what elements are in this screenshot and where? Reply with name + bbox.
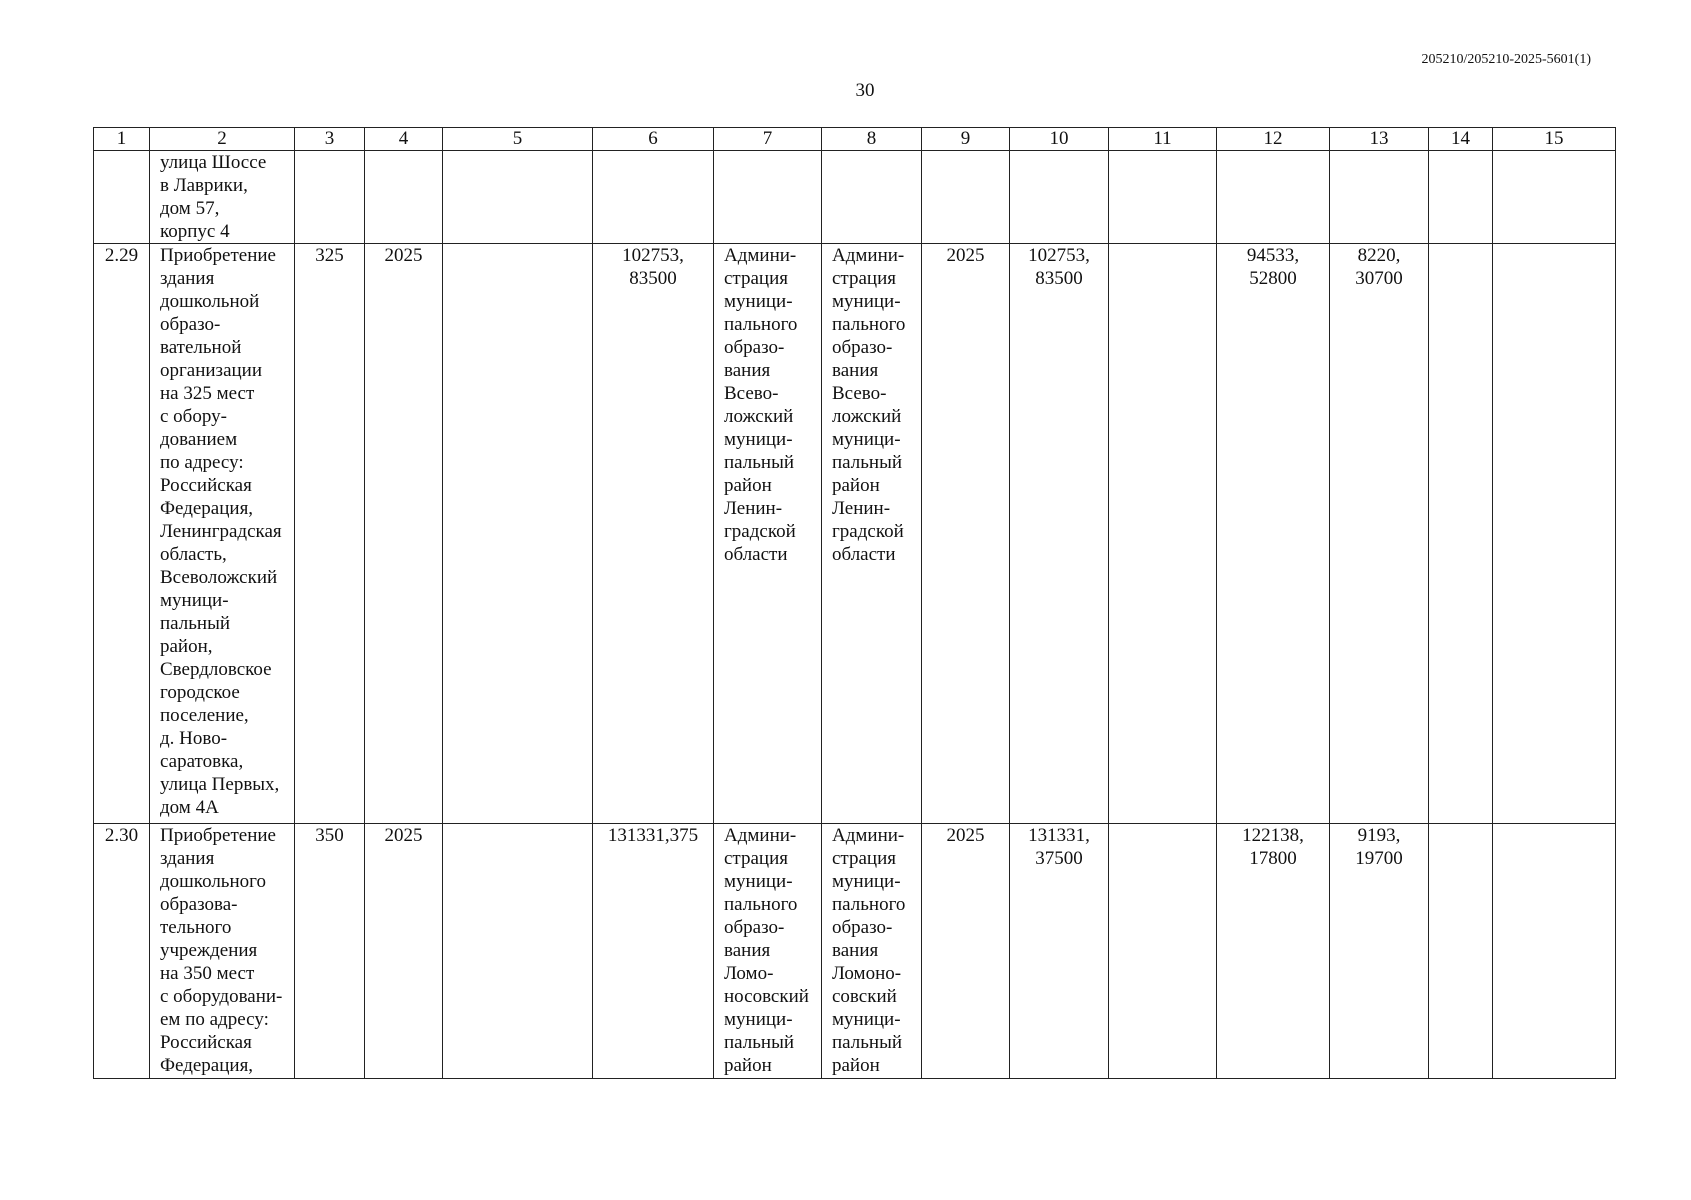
total-cell: 102753, 83500 <box>1010 244 1109 824</box>
table-cell <box>1429 244 1493 824</box>
header-cell: 8 <box>822 128 922 151</box>
year-cell <box>922 151 1010 244</box>
amount-cell: 9193, 19700 <box>1330 824 1429 1079</box>
table-cell <box>443 824 593 1079</box>
page-number: 30 <box>855 80 875 101</box>
amount-cell <box>1217 151 1330 244</box>
recipient-cell <box>822 151 922 244</box>
header-cell: 6 <box>593 128 714 151</box>
customer-cell: Админи- страция муници- пального образо- вания Всево- ложский муници- пальный район Ленин- градской области <box>714 244 822 824</box>
cost-cell <box>593 151 714 244</box>
table-cell <box>443 244 593 824</box>
capacity-cell: 350 <box>295 824 365 1079</box>
year-cell: 2025 <box>365 824 443 1079</box>
object-name-cell: Приобретение здания дошкольного образова- тельного учреждения на 350 мест с оборудовани- ем по адресу: Российская Федерация, <box>150 824 295 1079</box>
header-cell: 12 <box>1217 128 1330 151</box>
header-cell: 15 <box>1493 128 1616 151</box>
table-row <box>94 151 1616 244</box>
header-cell: 11 <box>1109 128 1217 151</box>
amount-cell: 8220, 30700 <box>1330 244 1429 824</box>
table-cell <box>1493 151 1616 244</box>
header-cell: 4 <box>365 128 443 151</box>
capacity-cell: 325 <box>295 244 365 824</box>
data-table <box>93 127 1616 1079</box>
recipient-cell: Админи- страция муници- пального образо- вания Всево- ложский муници- пальный район Ленин- градской области <box>822 244 922 824</box>
cost-cell: 131331,375 <box>593 824 714 1079</box>
table-cell <box>443 151 593 244</box>
table-cell <box>1429 151 1493 244</box>
header-cell: 13 <box>1330 128 1429 151</box>
table-cell <box>1109 151 1217 244</box>
capacity-cell <box>295 151 365 244</box>
year-cell: 2025 <box>365 244 443 824</box>
header-cell: 7 <box>714 128 822 151</box>
table-cell <box>1493 824 1616 1079</box>
year-cell: 2025 <box>922 244 1010 824</box>
header-cell: 1 <box>94 128 150 151</box>
amount-cell: 122138, 17800 <box>1217 824 1330 1079</box>
row-number-cell: 2.30 <box>94 824 150 1079</box>
row-number-cell: 2.29 <box>94 244 150 824</box>
year-cell: 2025 <box>922 824 1010 1079</box>
header-cell: 3 <box>295 128 365 151</box>
table-row <box>94 244 1616 824</box>
table-cell <box>1429 824 1493 1079</box>
header-cell: 10 <box>1010 128 1109 151</box>
recipient-cell: Админи- страция муници- пального образо- вания Ломоно- совский муници- пальный район <box>822 824 922 1079</box>
table-row <box>94 824 1616 1079</box>
year-cell <box>365 151 443 244</box>
object-name-cell: Приобретение здания дошкольной образо- вательной организации на 325 мест с обору- дованием по адресу: Российская Федерация, Ленинградская область, Всеволожский муници- пальный район, Свердловское городское поселение, д. Ново- саратовка, улица Первых, дом 4А <box>150 244 295 824</box>
customer-cell <box>714 151 822 244</box>
row-number-cell <box>94 151 150 244</box>
header-row <box>94 128 1616 151</box>
cost-cell: 102753, 83500 <box>593 244 714 824</box>
document-id: 205210/205210-2025-5601(1) <box>1421 52 1591 67</box>
header-cell: 2 <box>150 128 295 151</box>
table-cell <box>1109 244 1217 824</box>
customer-cell: Админи- страция муници- пального образо- вания Ломо- носовский муници- пальный район <box>714 824 822 1079</box>
header-cell: 9 <box>922 128 1010 151</box>
object-name-cell: улица Шоссе в Лаврики, дом 57, корпус 4 <box>150 151 295 244</box>
header-cell: 5 <box>443 128 593 151</box>
table-cell <box>1493 244 1616 824</box>
amount-cell: 94533, 52800 <box>1217 244 1330 824</box>
total-cell: 131331, 37500 <box>1010 824 1109 1079</box>
table-cell <box>1109 824 1217 1079</box>
header-cell: 14 <box>1429 128 1493 151</box>
total-cell <box>1010 151 1109 244</box>
amount-cell <box>1330 151 1429 244</box>
